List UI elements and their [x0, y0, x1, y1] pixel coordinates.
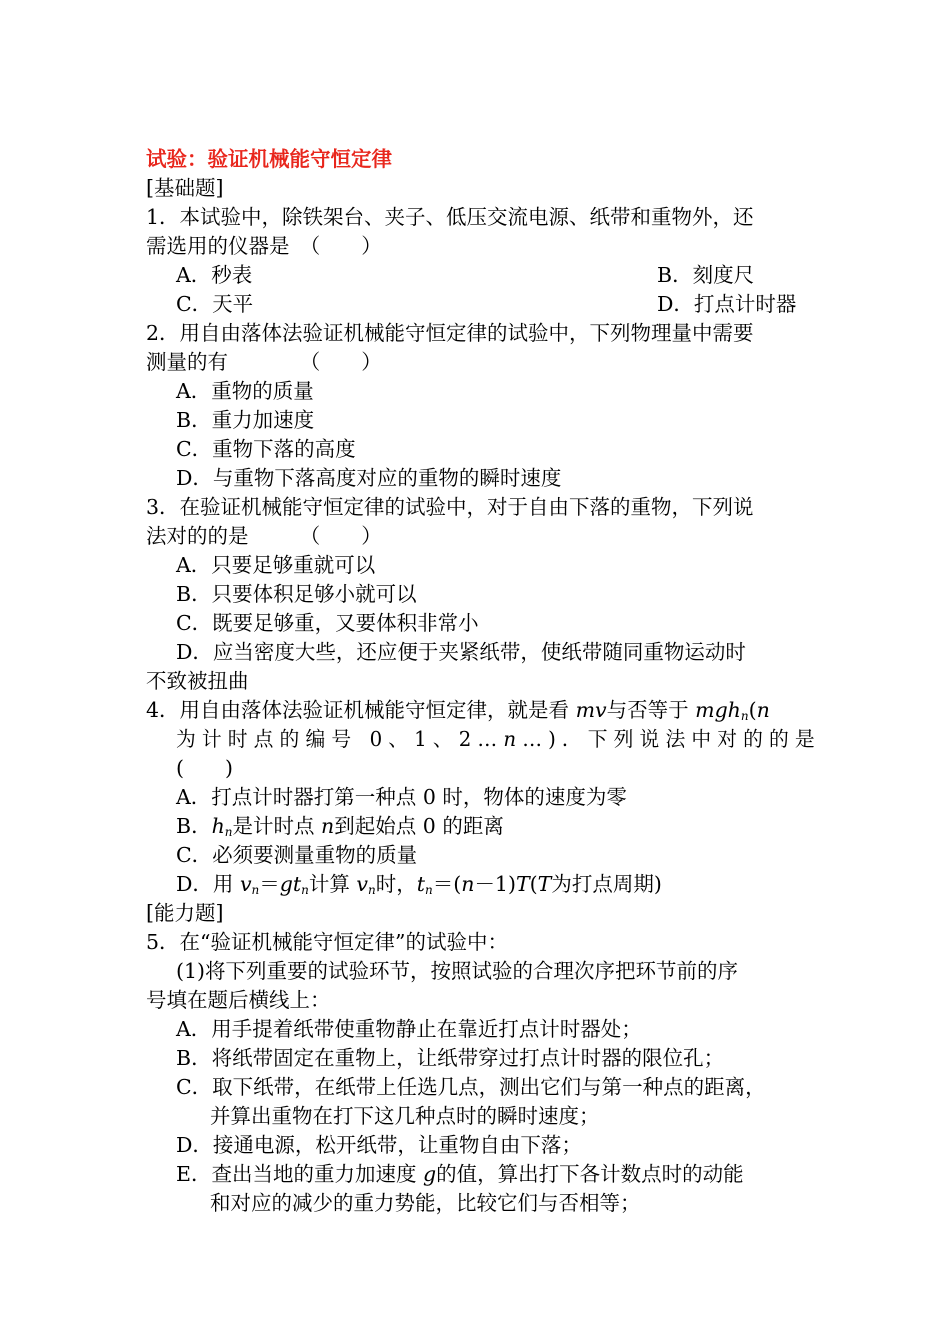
q4-option-b-post: 到起始点 0 的距离: [334, 814, 504, 838]
q4-option-b-h: h: [211, 814, 225, 838]
q3-stem-line1: 3．在验证机械能守恒定律的试验中，对于自由下落的重物，下列说: [146, 495, 754, 519]
q4-option-d-eq2: ＝(: [432, 872, 462, 896]
q2-option-c: C．重物下落的高度: [176, 437, 356, 461]
q5-step-e-line2: 和对应的减少的重力势能，比较它们与否相等；: [210, 1191, 641, 1215]
q4-stem-line2-b: …)．下列说法中对的的是: [522, 727, 821, 751]
q4-option-d-v2: v: [356, 872, 369, 896]
q5-part1-line2: 号填在题后横线上：: [146, 988, 331, 1012]
q3-option-d-line1: D．应当密度大些，还应便于夹紧纸带，使纸带随同重物运动时: [176, 640, 746, 664]
q1-option-d: D．打点计时器: [657, 292, 797, 316]
q4-stem-text-a: 4．用自由落体法验证机械能守恒定律，就是看: [146, 698, 576, 722]
q3-option-a: A．只要足够重就可以: [176, 553, 376, 577]
q5-step-e-g: g: [422, 1162, 437, 1186]
q3-option-b: B．只要体积足够小就可以: [176, 582, 417, 606]
q5-step-b: B．将纸带固定在重物上，让纸带穿过打点计时器的限位孔；: [176, 1046, 725, 1070]
q5-step-e-post: 的值，算出打下各计数点时的动能: [436, 1162, 744, 1186]
q4-stem-line2: [176, 725, 821, 753]
q4-option-d-t: t: [416, 872, 425, 896]
q4-stem-text-b: 与否等于: [606, 698, 696, 722]
q4-option-d-label: D．用: [176, 872, 240, 896]
q4-option-b-label: B．: [176, 814, 212, 838]
q2-stem-line2: 测量的有 （ ）: [146, 350, 382, 374]
q3-stem-line2: 法对的的是 （ ）: [146, 524, 382, 548]
q2-option-d: D．与重物下落高度对应的重物的瞬时速度: [176, 466, 562, 490]
q4-option-d: [176, 870, 662, 904]
q4-stem-line2-n: n: [503, 727, 523, 751]
q4-stem-line2-a: 为计时点的编号 0、1、2…: [176, 727, 504, 751]
q5-step-e-pre: E．查出当地的重力加速度: [176, 1162, 423, 1186]
q4-option-d-v: v: [239, 872, 252, 896]
q4-option-d-v2-subscript: n: [368, 883, 376, 897]
q3-option-d-line2: 不致被扭曲: [146, 669, 249, 693]
q1-option-b: B．刻度尺: [657, 263, 755, 287]
q4-option-d-calc: 计算: [308, 872, 357, 896]
q4-option-d-gt-subscript: n: [301, 883, 309, 897]
page-title: 试验：验证机械能守恒定律: [146, 147, 392, 171]
q4-mgh-subscript: n: [740, 709, 749, 723]
q3-option-c: C．既要足够重，又要体积非常小: [176, 611, 479, 635]
section-ability-heading: [能力题]: [146, 901, 224, 925]
q4-mgh: mgh: [695, 698, 741, 722]
q1-option-c: C．天平: [176, 292, 254, 316]
q4-option-b-h-subscript: n: [224, 825, 233, 839]
section-basic-heading: [基础题]: [146, 176, 224, 200]
q4-option-d-T2: T: [537, 872, 552, 896]
q4-option-b-mid: 是计时点: [232, 814, 322, 838]
q1-option-a: A．秒表: [176, 263, 253, 287]
q4-option-d-eq: ＝: [259, 872, 280, 896]
q5-part1-line1: (1)将下列重要的试验环节，按照试验的合理次序把环节前的序: [176, 959, 739, 983]
q4-option-a: A．打点计时器打第一种点 0 时，物体的速度为零: [176, 785, 627, 809]
q5-step-e-line1: [176, 1160, 744, 1188]
q5-step-d: D．接通电源，松开纸带，让重物自由下落；: [176, 1133, 582, 1157]
q4-option-d-T: T: [515, 872, 530, 896]
q2-stem-line1: 2．用自由落体法验证机械能守恒定律的试验中，下列物理量中需要: [146, 321, 754, 345]
q4-option-d-paren: (: [529, 872, 538, 896]
q2-option-a: A．重物的质量: [176, 379, 314, 403]
q4-option-d-t-subscript: n: [425, 883, 433, 897]
q5-step-a: A．用手提着纸带使重物静止在靠近打点计时器处；: [176, 1017, 642, 1041]
q4-stem-line3: ( ): [176, 756, 233, 780]
q4-option-d-v-subscript: n: [251, 883, 260, 897]
q1-stem-line1: 1．本试验中，除铁架台、夹子、低压交流电源、纸带和重物外，还: [146, 205, 754, 229]
q4-n: n: [756, 698, 770, 722]
q4-paren: (: [748, 698, 757, 722]
q4-option-d-gt: gt: [279, 872, 302, 896]
q4-option-d-minus: －1): [474, 872, 516, 896]
q5-step-c-line2: 并算出重物在打下这几种点时的瞬时速度；: [210, 1104, 600, 1128]
q4-option-c: C．必须要测量重物的质量: [176, 843, 418, 867]
q5-stem-line1: 5．在“验证机械能守恒定律”的试验中：: [146, 930, 509, 954]
q5-step-c-line1: C．取下纸带，在纸带上任选几点，测出它们与第一种点的距离，: [176, 1075, 766, 1099]
q1-stem-line2: 需选用的仪器是 （ ）: [146, 234, 382, 258]
q2-option-b: B．重力加速度: [176, 408, 315, 432]
q4-option-d-when: 时，: [375, 872, 417, 896]
q4-option-d-end: 为打点周期): [551, 872, 662, 896]
q4-mv: mv: [575, 698, 607, 722]
q4-option-d-n: n: [461, 872, 475, 896]
q4-option-b-n: n: [321, 814, 335, 838]
